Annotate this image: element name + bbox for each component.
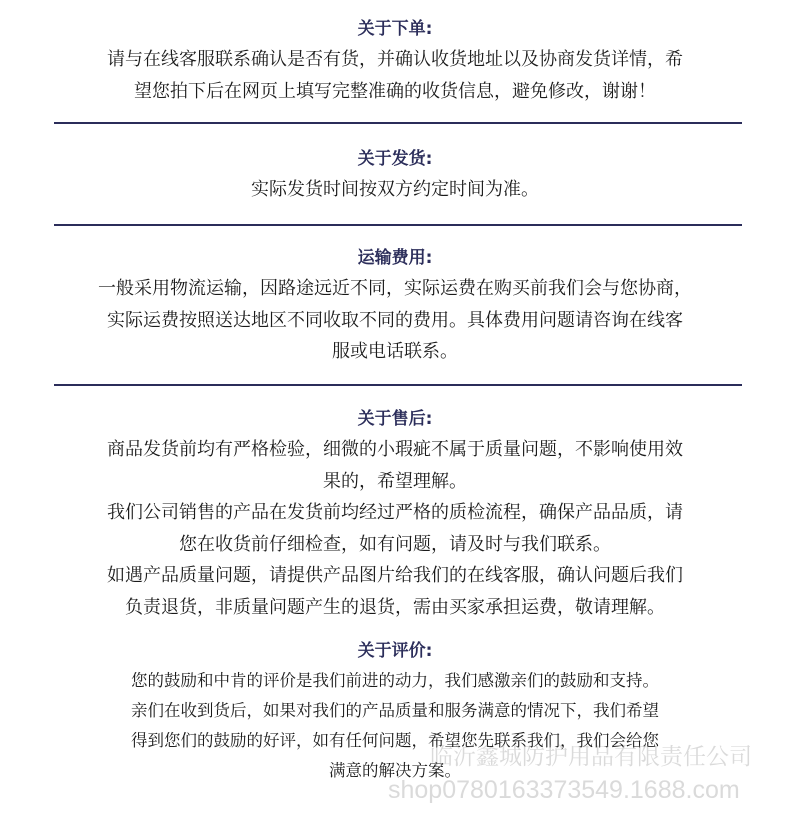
section-after-sales	[0, 404, 790, 623]
divider	[54, 384, 742, 386]
section-title: 运输费用:	[357, 248, 433, 268]
section-ordering	[0, 14, 790, 107]
section-title: 关于发货:	[357, 149, 433, 169]
section-title: 关于评价:	[357, 641, 433, 661]
watermark-url: shop0780163373549.1688.com	[388, 776, 740, 804]
text-line: 果的，希望理解。	[323, 470, 467, 492]
section-freight	[0, 243, 790, 368]
divider	[54, 224, 742, 226]
section-title: 关于售后:	[357, 409, 433, 429]
text-line: 您在收货前仔细检查，如有问题，请及时与我们联系。	[179, 533, 611, 555]
text-line: 亲们在收到货后，如果对我们的产品质量和服务满意的情况下，我们希望	[131, 701, 659, 720]
text-line: 请与在线客服联系确认是否有货，并确认收货地址以及协商发货详情，希	[107, 49, 683, 70]
text-line: 一般采用物流运输，因路途远近不同，实际运费在购买前我们会与您协商，	[98, 278, 692, 299]
text-line: 得到您们的鼓励的好评，如有任何问题，希望您先联系我们，我们会给您	[131, 731, 659, 750]
text-line: 我们公司销售的产品在发货前均经过严格的质检流程，确保产品品质，请	[107, 502, 683, 523]
text-line: 如遇产品质量问题，请提供产品图片给我们的在线客服，确认问题后我们	[107, 565, 683, 586]
text-line: 服或电话联系。	[332, 341, 458, 362]
text-line: 实际发货时间按双方约定时间为准。	[251, 179, 539, 200]
watermark-company: 临沂鑫城防护用品有限责任公司	[430, 743, 752, 769]
divider	[54, 122, 742, 124]
section-title: 关于下单:	[357, 19, 433, 39]
text-line: 望您拍下后在网页上填写完整准确的收货信息，避免修改，谢谢！	[134, 80, 656, 102]
text-line: 实际运费按照送达地区不同收取不同的费用。具体费用问题请咨询在线客	[107, 309, 683, 331]
text-line: 商品发货前均有严格检验，细微的小瑕疵不属于质量问题，不影响使用效	[107, 439, 683, 460]
text-line: 您的鼓励和中肯的评价是我们前进的动力，我们感激亲们的鼓励和支持。	[131, 671, 659, 690]
text-line: 负责退货，非质量问题产生的退货，需由买家承担运费，敬请理解。	[125, 596, 665, 618]
text-line: 满意的解决方案。	[329, 761, 461, 780]
section-shipping	[0, 144, 790, 206]
